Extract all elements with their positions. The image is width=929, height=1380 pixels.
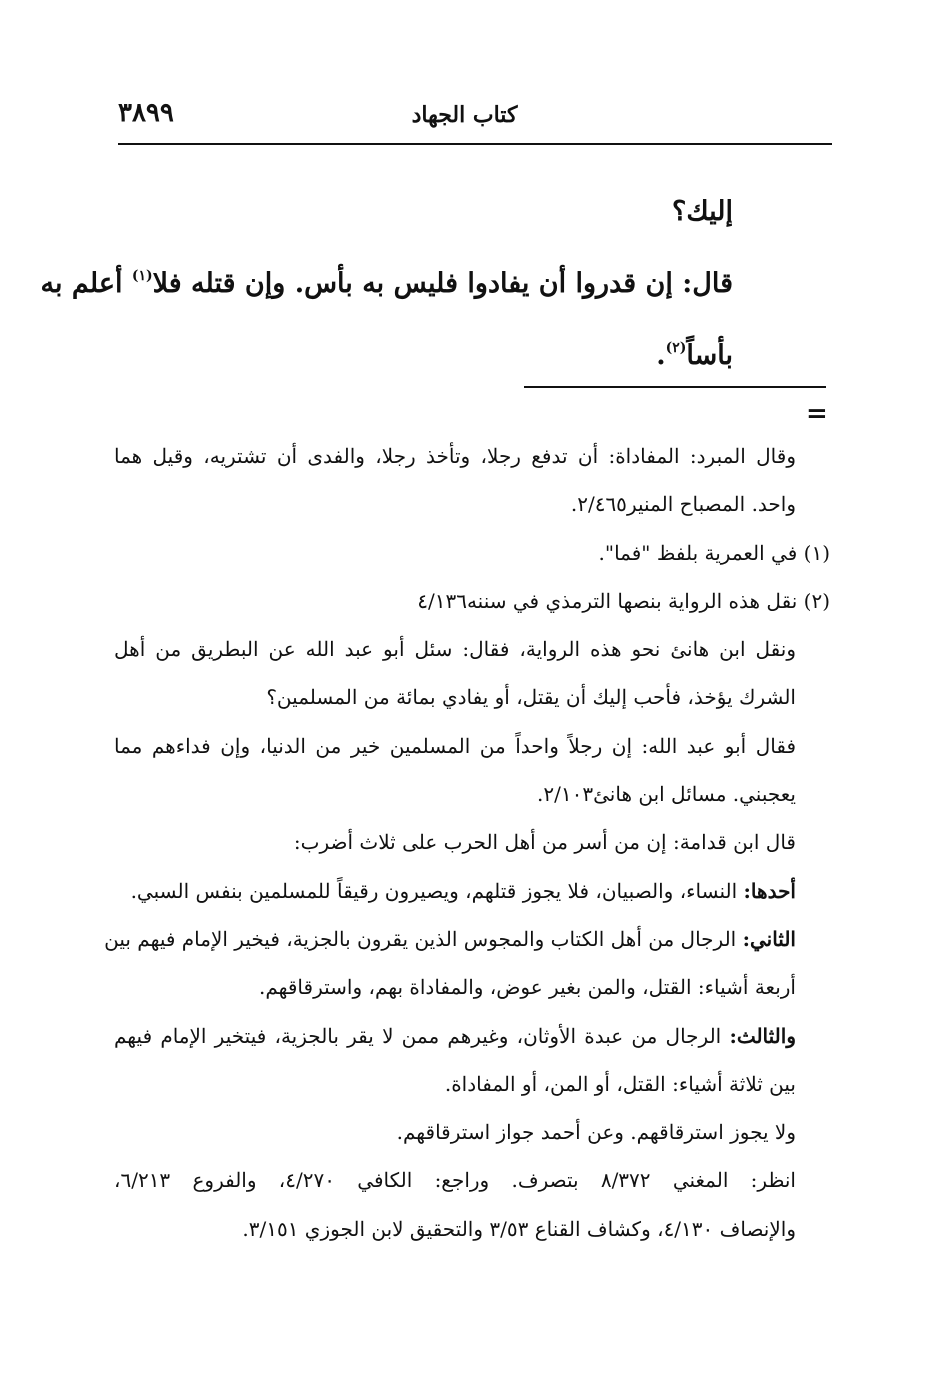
- main-text-line: [108, 176, 733, 248]
- footnotes-section: [104, 432, 830, 1253]
- footnote-marker-2[interactable]: (٢): [665, 340, 687, 356]
- main-text-line: [40, 248, 733, 320]
- main-text-fragment: أعلم به: [40, 268, 132, 299]
- section-label: والثالث:: [729, 1023, 796, 1048]
- footnote-line: وقال المبرد: المفاداة: أن تدفع رجلا، وتأخذ رجلا، والفدى أن تشتريه، وقيل هما: [114, 444, 796, 468]
- main-text-fragment: إليك؟: [672, 196, 733, 227]
- footnote-line: أربعة أشياء: القتل، والمن بغير عوض، والمفاداة بهم، واسترقاقهم.: [258, 975, 796, 1000]
- section-label: الثاني:: [742, 926, 796, 951]
- footnote-fragment: الرجال من أهل الكتاب والمجوس الذين يقرون بالجزية، فيخير الإمام فيهم بين: [104, 926, 743, 951]
- main-text-line: [108, 320, 733, 392]
- footnote-line: واحد. المصباح المنير٢/٤٦٥.: [570, 492, 796, 517]
- footnote-fragment: النساء، والصبيان، فلا يجوز قتلهم، ويصيرون رقيقاً للمسلمين بنفس السبي.: [130, 878, 744, 903]
- footnote-line: [104, 915, 830, 963]
- main-text: [40, 176, 733, 392]
- header-rule: [118, 143, 832, 145]
- footnote-separator: [524, 386, 826, 388]
- page-number: ٣٨٩٩: [118, 98, 174, 128]
- main-text-fragment: بأساً: [686, 340, 733, 371]
- footnote-marker-1[interactable]: (١): [131, 268, 153, 284]
- footnote-line: يعجبني. مسائل ابن هانئ٢/١٠٣.: [537, 782, 796, 807]
- footnote-line: [114, 867, 830, 915]
- footnote-line: والإنصاف ٤/١٣٠، وكشاف القناع ٣/٥٣ والتحقيق لابن الجوزي ٣/١٥١.: [242, 1216, 796, 1241]
- footnote-1: (١) في العمرية بلفظ "فما".: [598, 540, 830, 565]
- footnote-line: ولا يجوز استرقاقهم. وعن أحمد جواز استرقاقهم.: [396, 1120, 796, 1145]
- running-header-title: كتاب الجهاد: [411, 102, 518, 128]
- footnote-line: بين ثلاثة أشياء: القتل، أو المن، أو المفاداة.: [444, 1071, 796, 1096]
- main-text-fragment: .: [656, 340, 666, 371]
- main-text-fragment: قال: إن قدروا أن يفادوا فليس به بأس. وإن قتله فلا: [152, 268, 733, 299]
- footnote-line: الشرك يؤخذ، فأحب إليك أن يقتل، أو يفادي بمائة من المسلمين؟: [266, 685, 796, 710]
- footnote-line: قال ابن قدامة: إن من أسر من أهل الحرب على ثلاث أضرب:: [293, 830, 796, 855]
- footnote-line: ونقل ابن هانئ نحو هذه الرواية، فقال: سئل أبو عبد الله عن البطريق من أهل: [114, 637, 796, 662]
- footnote-continuation-mark: =: [806, 399, 828, 429]
- footnote-fragment: الرجال من عبدة الأوثان، وغيرهم ممن لا يقر بالجزية، فيتخير الإمام فيهم: [114, 1023, 730, 1048]
- footnote-line: فقال أبو عبد الله: إن رجلاً واحداً من المسلمين خير من الدنيا، وإن فداءهم مما: [114, 733, 796, 758]
- footnote-line: [114, 1012, 830, 1060]
- section-label: أحدها:: [743, 878, 796, 903]
- footnote-line: انظر: المغني ٨/٣٧٢ بتصرف. وراجع: الكافي ٤/٢٧٠، والفروع ٦/٢١٣،: [114, 1168, 796, 1193]
- footnote-2: (٢) نقل هذه الرواية بنصها الترمذي في سننه٤/١٣٦: [417, 588, 830, 613]
